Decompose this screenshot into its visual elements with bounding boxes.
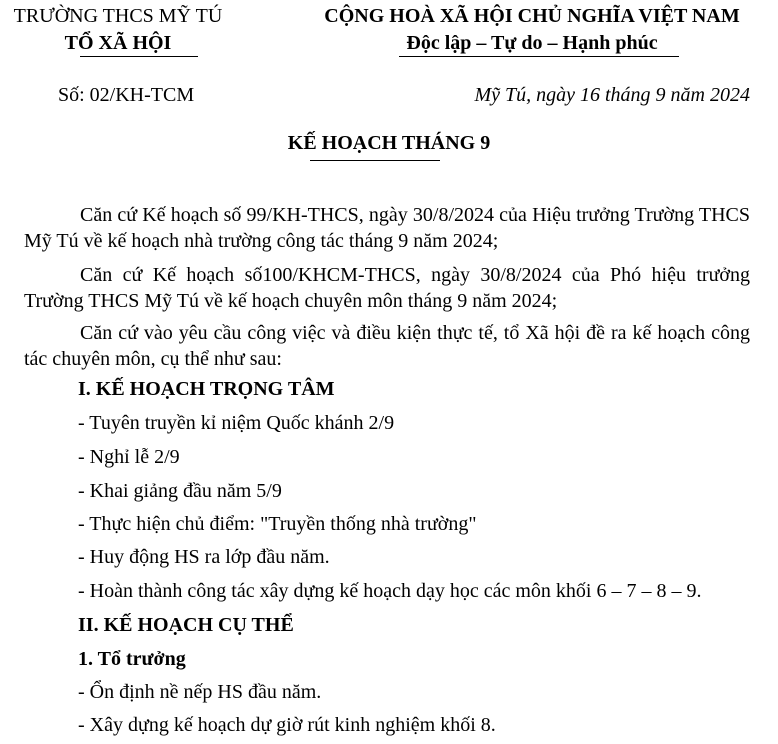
document-title: KẾ HOẠCH THÁNG 9 <box>287 132 491 154</box>
national-motto: Độc lập – Tự do – Hạnh phúc <box>406 32 658 54</box>
document-number: Số: 02/KH-TCM <box>58 84 195 106</box>
intro-paragraph-3: Căn cứ vào yêu cầu công việc và điều kiện thực tế, tổ Xã hội đề ra kế hoạch công tác chuyên môn, cụ thể như sau: <box>24 322 750 370</box>
section-2-item: - Ổn định nề nếp HS đầu năm. <box>78 681 322 703</box>
section-1-item: - Khai giảng đầu năm 5/9 <box>78 480 282 502</box>
intro-paragraph-2: Căn cứ Kế hoạch số100/KHCM-THCS, ngày 30/8/2024 của Phó hiệu trưởng Trường THCS Mỹ Tú về kế hoạch chuyên môn tháng 9 năm 2024; <box>24 264 750 312</box>
section-1-item: - Tuyên truyền kỉ niệm Quốc khánh 2/9 <box>78 412 395 434</box>
department-underline <box>80 56 198 57</box>
department-name: TỔ XÃ HỘI <box>64 32 172 54</box>
section-1-item: - Huy động HS ra lớp đầu năm. <box>78 546 330 568</box>
intro-paragraph-1: Căn cứ Kế hoạch số 99/KH-THCS, ngày 30/8/2024 của Hiệu trưởng Trường THCS Mỹ Tú về kế hoạch nhà trường công tác tháng 9 năm 2024; <box>24 204 750 252</box>
title-underline <box>310 160 440 161</box>
section-1-item: - Thực hiện chủ điểm: "Truyền thống nhà trường" <box>78 513 477 535</box>
section-2-item: - Xây dựng kế hoạch dự giờ rút kinh nghiệm khối 8. <box>78 714 496 736</box>
school-name: TRƯỜNG THCS MỸ TÚ <box>13 5 223 27</box>
section-1-heading: I. KẾ HOẠCH TRỌNG TÂM <box>78 378 335 400</box>
national-title: CỘNG HOÀ XÃ HỘI CHỦ NGHĨA VIỆT NAM <box>324 5 740 27</box>
section-2-heading: II. KẾ HOẠCH CỤ THỂ <box>78 614 294 636</box>
section-1-item: - Nghỉ lễ 2/9 <box>78 446 180 468</box>
section-2-subheading: 1. Tổ trưởng <box>78 648 186 670</box>
motto-underline <box>399 56 679 57</box>
section-1-item: - Hoàn thành công tác xây dựng kế hoạch dạy học các môn khối 6 – 7 – 8 – 9. <box>78 580 702 602</box>
place-date: Mỹ Tú, ngày 16 tháng 9 năm 2024 <box>474 84 750 106</box>
